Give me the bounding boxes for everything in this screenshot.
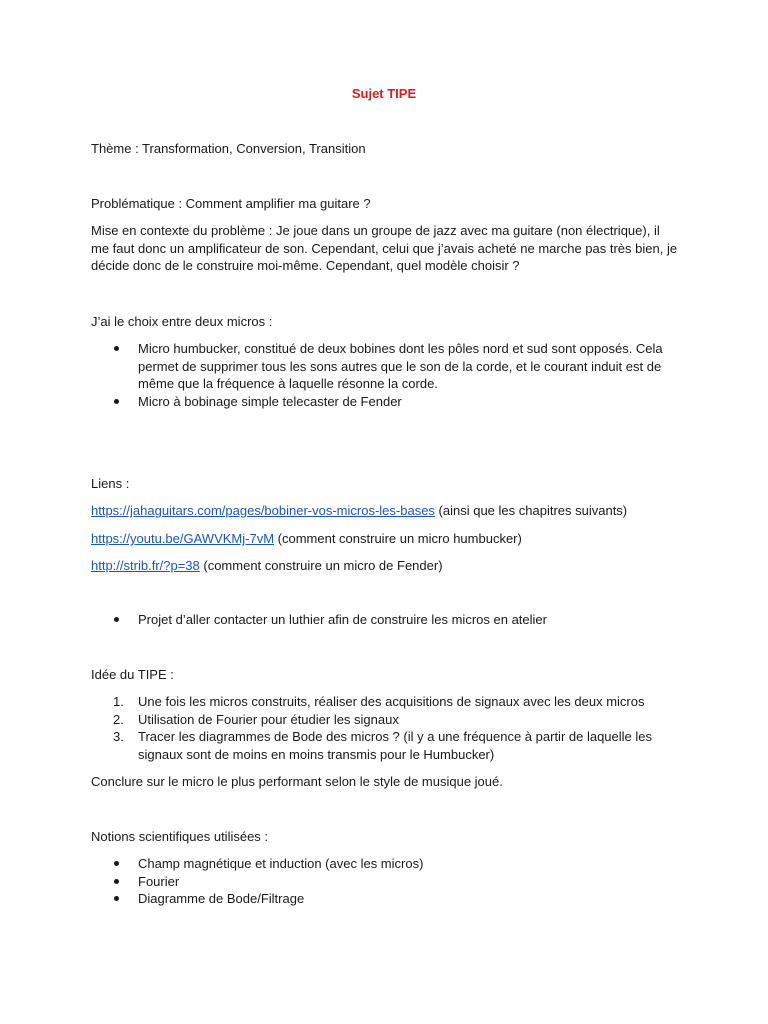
list-item: Micro humbucker, constitué de deux bobines dont les pôles nord et sud sont opposés. Cela permet de supprimer tous les sons autres que le son de la corde, et le courant induit est de même que la fréquence à laquelle résonne la corde. <box>91 340 681 393</box>
list-item: Projet d’aller contacter un luthier afin de construire les micros en atelier <box>91 611 681 629</box>
list-item <box>91 693 681 711</box>
list-number: 1. <box>113 694 124 709</box>
micro-list <box>91 340 681 410</box>
link-line <box>91 502 681 520</box>
list-item: Fourier <box>91 873 681 891</box>
link-jahaguitars[interactable]: https://jahaguitars.com/pages/bobiner-vos-micros-les-bases <box>91 503 435 518</box>
links-heading: Liens : <box>91 476 130 491</box>
link-note: (comment construire un micro humbucker) <box>274 531 522 546</box>
step-text: Utilisation de Fourier pour étudier les signaux <box>138 711 399 727</box>
idea-heading: Idée du TIPE : <box>91 667 174 682</box>
link-note: (ainsi que les chapitres suivants) <box>434 503 628 518</box>
notions-list <box>91 855 681 908</box>
list-item: Champ magnétique et induction (avec les micros) <box>91 855 681 873</box>
list-item: Micro à bobinage simple telecaster de Fender <box>91 393 681 411</box>
link-strib[interactable]: http://strib.fr/?p=38 <box>91 558 200 573</box>
theme-line: Thème : Transformation, Conversion, Transition <box>91 141 366 156</box>
step-text: Une fois les micros construits, réaliser des acquisitions de signaux avec les deux micros <box>138 694 645 709</box>
idea-steps-list <box>91 693 681 763</box>
link-youtube[interactable]: https://youtu.be/GAWVKMj-7vM <box>91 531 275 546</box>
link-note: (comment construire un micro de Fender) <box>199 558 443 573</box>
notions-heading: Notions scientifiques utilisées : <box>91 829 269 844</box>
list-item <box>91 711 681 729</box>
choice-intro: J’ai le choix entre deux micros : <box>91 314 273 329</box>
list-item: Diagramme de Bode/Filtrage <box>91 890 681 908</box>
conclusion-line: Conclure sur le micro le plus performant selon le style de musique joué. <box>91 774 503 789</box>
context-paragraph: Mise en contexte du problème : Je joue dans un groupe de jazz avec ma guitare (non électrique), il me faut donc un amplificateur de son. Cependant, celui que j’avais acheté ne marche pas très bien, je décide donc de le construire moi-même. Cependant, quel modèle choisir ? <box>91 223 678 273</box>
link-line <box>91 530 681 548</box>
list-item <box>91 728 681 763</box>
document-title: Sujet TIPE <box>351 86 417 101</box>
step-text: Tracer les diagrammes de Bode des micros ? (il y a une fréquence à partir de laquelle les signaux sont de moins en moins transmis pour le Humbucker) <box>138 729 652 762</box>
list-number: 2. <box>113 711 124 727</box>
link-line <box>91 557 681 575</box>
problematique-line: Problématique : Comment amplifier ma guitare ? <box>91 196 371 211</box>
project-list <box>91 611 681 629</box>
list-number: 3. <box>113 729 124 744</box>
